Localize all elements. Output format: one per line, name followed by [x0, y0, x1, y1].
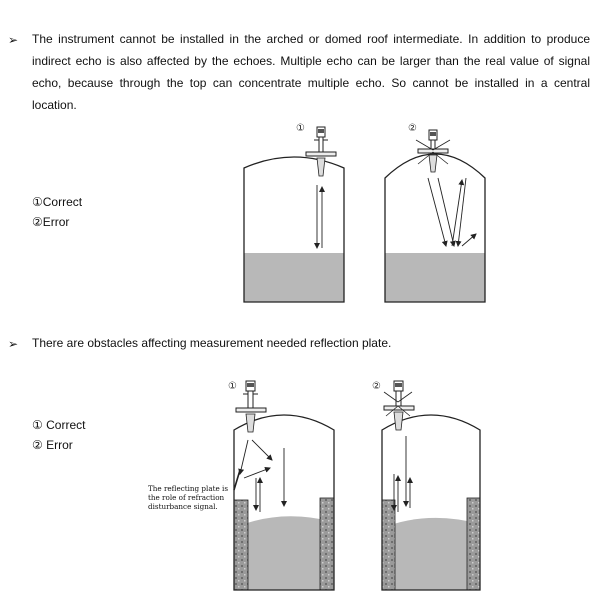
correct-label: Correct	[46, 418, 86, 432]
note-line: The reflecting plate is	[148, 484, 229, 493]
tank-error	[382, 381, 480, 590]
obstacle-right	[320, 498, 334, 590]
tank1-mark: ①	[296, 123, 305, 134]
reflecting-plate	[234, 470, 240, 490]
obstacle-right	[467, 498, 480, 590]
tank-correct	[234, 381, 334, 590]
correct-label: Correct	[42, 195, 83, 209]
section2-paragraph: There are obstacles affecting measurement needed reflection plate.	[32, 336, 392, 350]
error-label: Error	[46, 438, 73, 452]
error-mark: ②	[32, 215, 43, 229]
obstacle-left	[234, 500, 248, 590]
radar-sensor-icon	[236, 381, 266, 432]
error-mark: ②	[32, 438, 43, 452]
note-line: disturbance signal.	[148, 502, 218, 511]
echo-arrow-icon	[394, 436, 410, 512]
correct-mark: ①	[32, 195, 43, 209]
tank1-mark: ①	[228, 381, 237, 392]
tank2-mark: ②	[408, 123, 417, 134]
liquid-level	[234, 516, 334, 590]
liquid-level	[382, 518, 480, 590]
obstacle-left	[382, 500, 395, 590]
bullet-arrow-icon: ➢	[8, 337, 19, 351]
radar-sensor-icon	[384, 381, 414, 430]
section1-paragraph: The instrument cannot be installed in the arched or domed roof intermediate. In addition to produce indirect echo is also affected by the echoes. Multiple echo can be larger than the real value of signal echo, because through the top can concentrate multiple echo. So cannot be installed in a central location.	[32, 32, 590, 112]
bullet-arrow-icon: ➢	[8, 33, 19, 47]
tank2-mark: ②	[372, 381, 381, 392]
correct-mark: ①	[32, 418, 43, 432]
note-line: the role of refraction	[148, 493, 225, 502]
error-label: Error	[42, 215, 70, 229]
